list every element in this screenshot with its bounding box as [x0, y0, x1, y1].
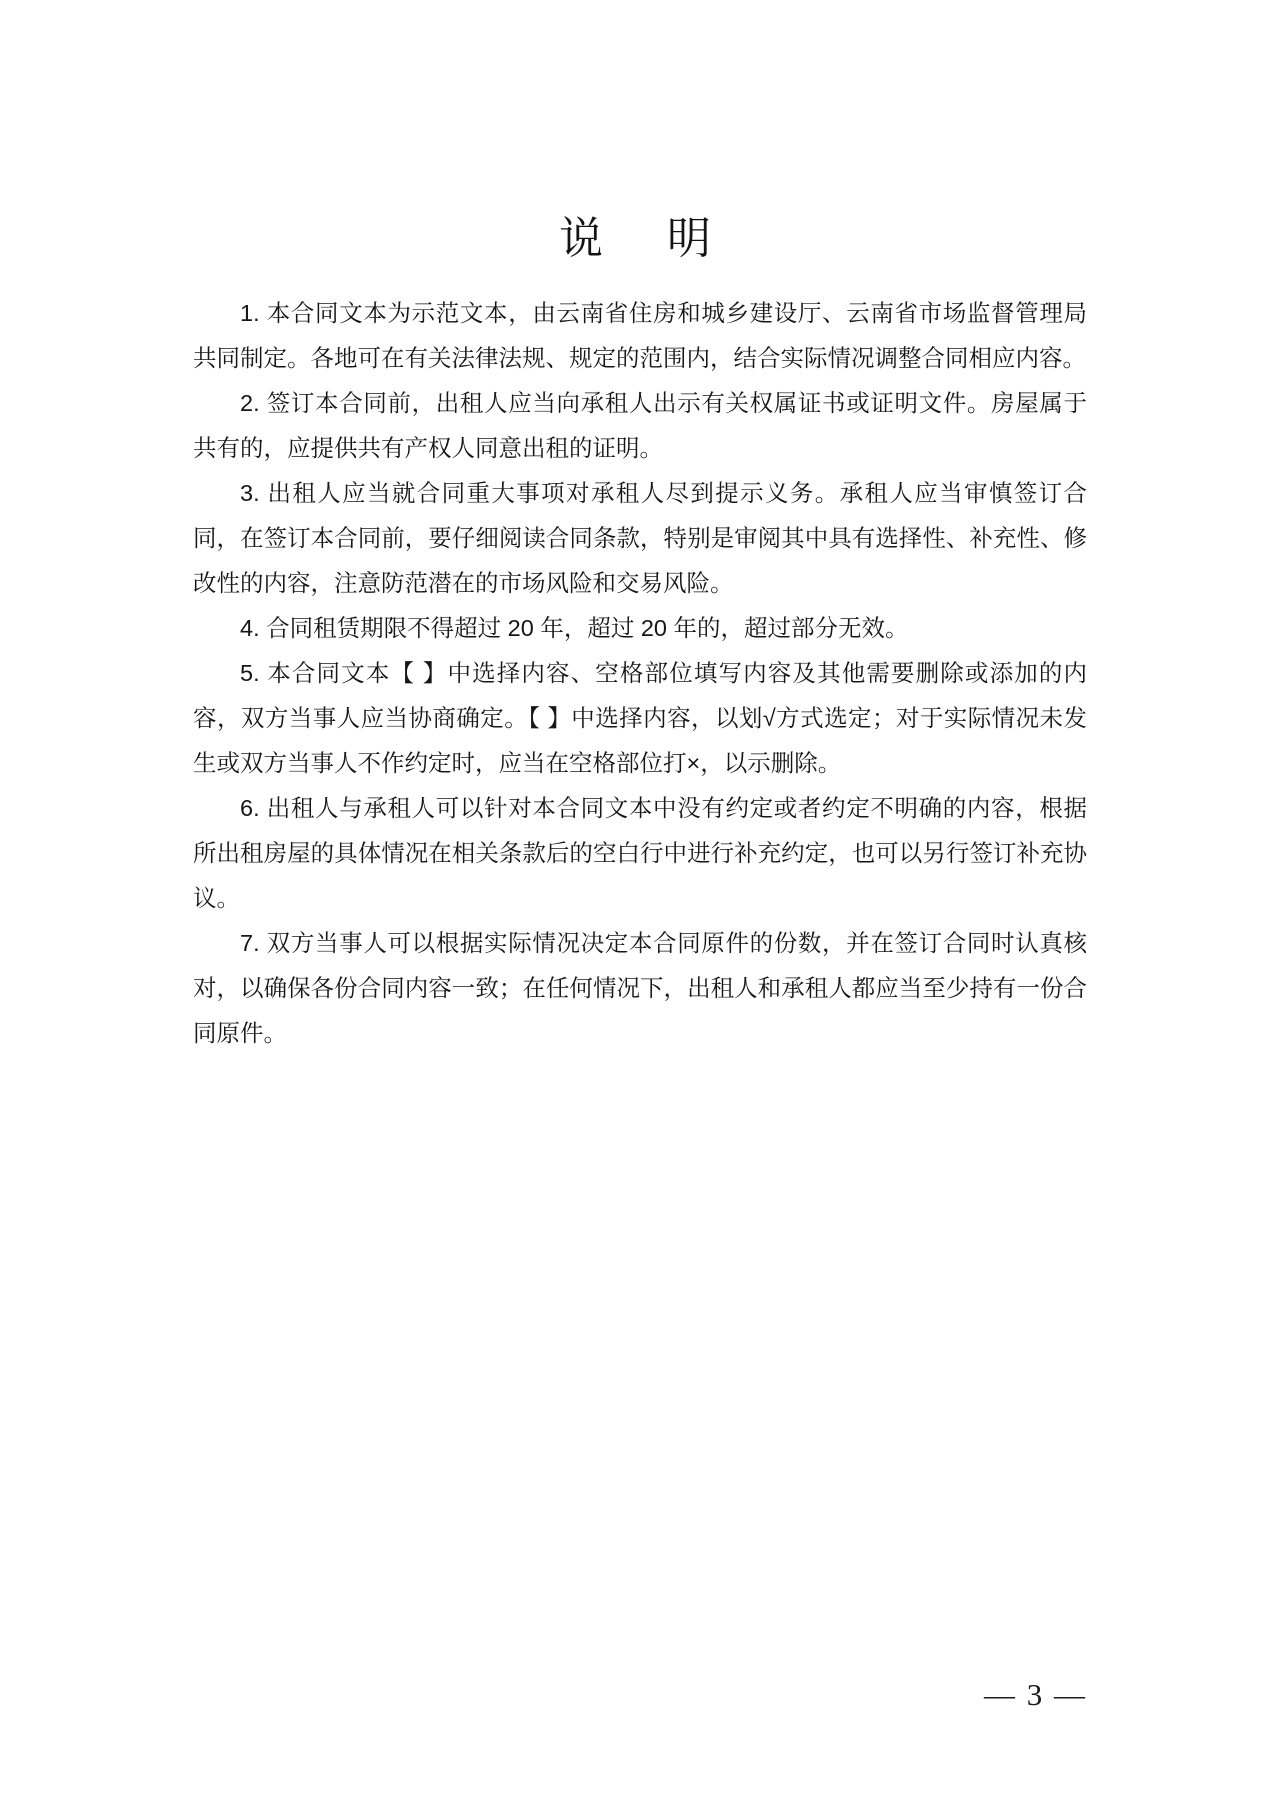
document-content	[193, 0, 1087, 1056]
document-body	[193, 291, 1087, 1056]
instruction-paragraph-3: 3. 出租人应当就合同重大事项对承租人尽到提示义务。承租人应当审慎签订合同，在签订本合同前，要仔细阅读合同条款，特别是审阅其中具有选择性、补充性、修改性的内容，注意防范潜在的市场风险和交易风险。	[193, 480, 1087, 596]
instruction-paragraph-6: 6. 出租人与承租人可以针对本合同文本中没有约定或者约定不明确的内容，根据所出租房屋的具体情况在相关条款后的空白行中进行补充约定，也可以另行签订补充协议。	[193, 795, 1087, 911]
instruction-paragraph-4: 4. 合同租赁期限不得超过 20 年，超过 20 年的，超过部分无效。	[240, 615, 909, 641]
instruction-paragraph-7: 7. 双方当事人可以根据实际情况决定本合同原件的份数，并在签订合同时认真核对，以确保各份合同内容一致；在任何情况下，出租人和承租人都应当至少持有一份合同原件。	[193, 930, 1087, 1046]
instruction-paragraph-5: 5. 本合同文本【 】中选择内容、空格部位填写内容及其他需要删除或添加的内容，双方当事人应当协商确定。【 】中选择内容，以划√方式选定；对于实际情况未发生或双方当事人不作约定时，应当在空格部位打×，以示删除。	[193, 660, 1087, 776]
document-title: 说 明	[559, 214, 721, 263]
instruction-paragraph-1: 1. 本合同文本为示范文本，由云南省住房和城乡建设厅、云南省市场监督管理局共同制定。各地可在有关法律法规、规定的范围内，结合实际情况调整合同相应内容。	[193, 300, 1087, 371]
page-number: — 3 —	[984, 1677, 1087, 1712]
instruction-paragraph-2: 2. 签订本合同前，出租人应当向承租人出示有关权属证书或证明文件。房屋属于共有的，应提供共有产权人同意出租的证明。	[193, 390, 1087, 461]
